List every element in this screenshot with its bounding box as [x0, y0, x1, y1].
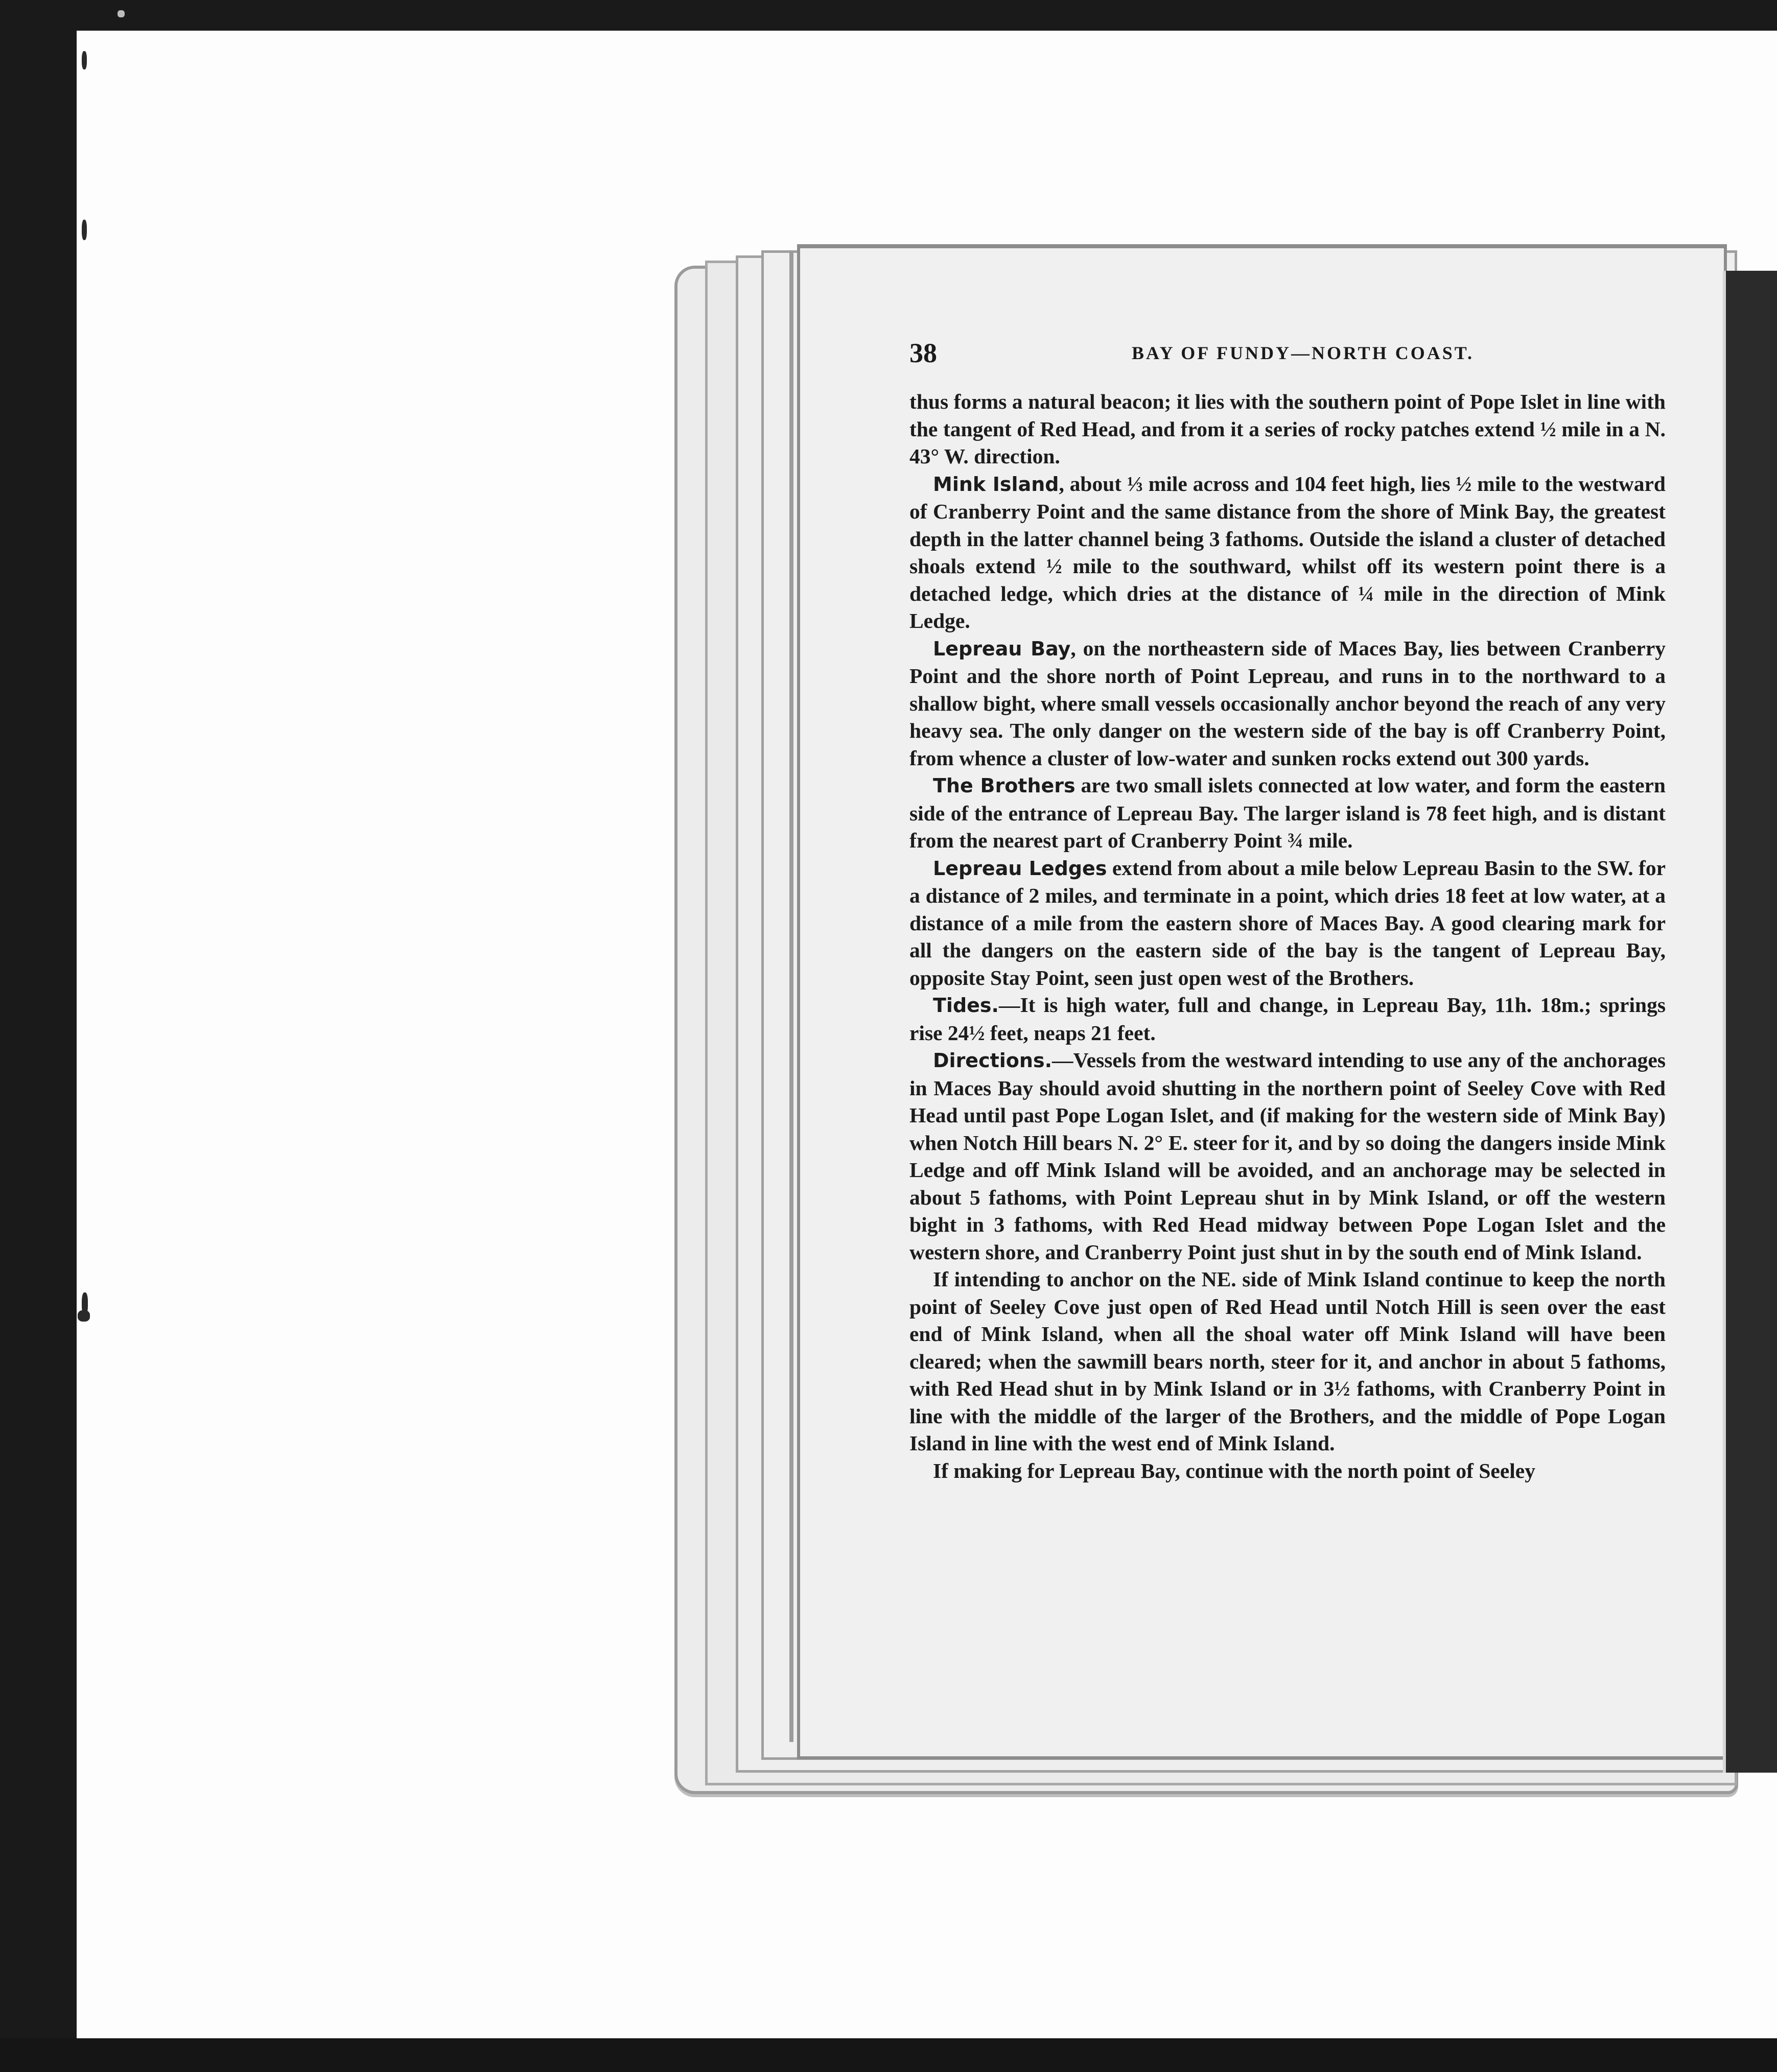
page-number: 38	[909, 338, 937, 368]
paragraph	[909, 635, 1666, 772]
film-border-bottom	[0, 2038, 1777, 2072]
paragraph	[909, 1457, 1666, 1485]
paragraph-text: thus forms a natural beacon; it lies with the southern point of Pope Islet in line with the tangent of Red Head, and from it a series of rocky patches extend ½ mile in a N. 43° W. direction.	[909, 390, 1666, 468]
scan-speck	[82, 51, 87, 69]
running-title: BAY OF FUNDY—NORTH COAST.	[1131, 343, 1475, 363]
paragraph-heading: Directions.	[933, 1049, 1053, 1072]
paragraph	[909, 1047, 1666, 1266]
body-text	[909, 388, 1666, 1485]
facing-page	[1726, 271, 1777, 1773]
paragraph-text: , about ⅓ mile across and 104 feet high, lies ½ mile to the westward of Cranberry Point and the same distance from the shore of Mink Bay, the greatest depth in the latter channel being 3 fathoms. Outside the island a cluster of detached shoals extend ½ mile to the southward, whilst off its western point there is a detached ledge, which dries at the distance of ¼ mile in the direction of Mink Ledge.	[909, 472, 1666, 632]
paragraph	[909, 992, 1666, 1047]
paragraph-heading: Mink Island	[933, 473, 1059, 496]
paragraph	[909, 1266, 1666, 1457]
paragraph	[909, 388, 1666, 470]
scan-speck	[82, 220, 87, 240]
paragraph-text: If intending to anchor on the NE. side of Mink Island continue to keep the north point of Seeley Cove just open of Red Head until Notch Hill is seen over the east end of Mink Island, when all the shoal water off Mink Island will have been cleared; when the sawmill bears north, steer for it, and anchor in about 5 fathoms, with Red Head shut in by Mink Island or in 3½ fathoms, with Cranberry Point in line with the middle of the larger of the Brothers, and the middle of Pope Logan Island in line with the west end of Mink Island.	[909, 1267, 1666, 1455]
scan-speck	[78, 1310, 90, 1322]
film-border-top	[0, 0, 1777, 31]
paragraph-heading: Tides.	[933, 994, 999, 1017]
paragraph-text: —Vessels from the westward intending to use any of the anchorages in Maces Bay should avoid shutting in the northern point of Seeley Cove with Red Head until past Pope Logan Islet, and (if making for the western side of Mink Bay) when Notch Hill bears N. 2° E. steer for it, and by so doing the dangers inside Mink Ledge and off Mink Island will be avoided, and an anchorage may be selected in about 5 fathoms, with Point Lepreau shut in by Mink Island, or off the western bight in 3 fathoms, with Red Head midway between Pope Logan Islet and the western shore, and Cranberry Point just shut in by the south end of Mink Island.	[909, 1048, 1666, 1264]
paragraph-heading: The Brothers	[933, 774, 1075, 797]
film-border-left	[0, 0, 77, 2072]
paragraph	[909, 470, 1666, 635]
paragraph	[909, 855, 1666, 992]
paragraph-text: extend from about a mile below Lepreau Basin to the SW. for a distance of 2 miles, and terminate in a point, which dries 18 feet at low water, at a distance of a mile from the eastern shore of Maces Bay. A good clearing mark for all the dangers on the eastern side of the bay is the tangent of Lepreau Bay, opposite Stay Point, seen just open west of the Brothers.	[909, 856, 1666, 990]
paragraph-text: , on the northeastern side of Maces Bay, lies between Cranberry Point and the shore north of Point Lepreau, and runs in to the northward to a shallow bight, where small vessels occasionally anchor beyond the reach of any very heavy sea. The only danger on the western side of the bay is off Cranberry Point, from whence a cluster of low-water and sunken rocks extend out 300 yards.	[909, 636, 1666, 770]
scan-speck	[118, 10, 125, 17]
paragraph-text: If making for Lepreau Bay, continue with the north point of Seeley	[933, 1458, 1535, 1482]
running-head	[909, 337, 1666, 368]
paragraph-text: —It is high water, full and change, in Lepreau Bay, 11h. 18m.; springs rise 24½ feet, neaps 21 feet.	[909, 993, 1666, 1045]
paragraph-heading: Lepreau Ledges	[933, 857, 1107, 880]
paragraph-text: are two small islets connected at low water, and form the eastern side of the entrance of Lepreau Bay. The larger island is 78 feet high, and is distant from the nearest part of Cranberry Point ¾ mile.	[909, 773, 1666, 852]
paragraph	[909, 772, 1666, 855]
page-gutter-line	[789, 250, 793, 1742]
paragraph-heading: Lepreau Bay	[933, 637, 1071, 660]
